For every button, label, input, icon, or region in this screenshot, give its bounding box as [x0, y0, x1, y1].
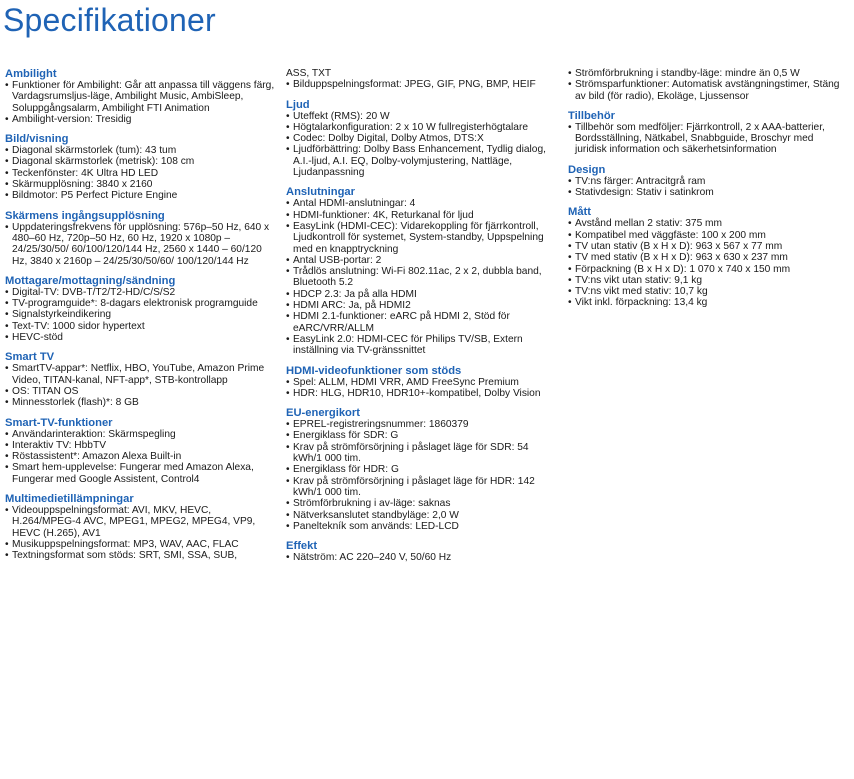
section-continued: [568, 68, 844, 102]
spec-list: [5, 287, 277, 343]
section-title: Effekt: [286, 540, 318, 553]
spec-list: [568, 218, 844, 308]
spec-item: • Krav på strömförsörjning i påslaget läge för SDR: 54 kWh/1 000 tim.: [286, 442, 558, 465]
spec-item: • Förpackning (B x H x D): 1 070 x 740 x 150 mm: [568, 264, 844, 275]
spec-item: • Skärmupplösning: 3840 x 2160: [5, 179, 277, 190]
spec-item: • Strömsparfunktioner: Automatisk avstängningstimer, Stäng av bild (för radio), Ekoläge, Ljussensor: [568, 79, 844, 102]
section-skarmens-ingangsupplosning: [5, 210, 277, 267]
section-ambilight: [5, 68, 277, 125]
section-title: EU-energikort: [286, 407, 360, 420]
section-anslutningar: [286, 186, 558, 356]
spec-item: • Textningsformat som stöds: SRT, SMI, SSA, SUB,: [5, 550, 277, 561]
spec-list: [286, 68, 558, 91]
section-title: Smart TV: [5, 351, 55, 364]
spec-item: • Interaktiv TV: HbbTV: [5, 440, 277, 451]
spec-item: • Diagonal skärmstorlek (metrisk): 108 cm: [5, 156, 277, 167]
spec-list: [286, 111, 558, 179]
spec-item: • TV:ns färger: Antracitgrå ram: [568, 176, 844, 187]
spec-item: • Uppdateringsfrekvens för upplösning: 576p–50 Hz, 640 x 480–60 Hz, 720p–50 Hz, 60 Hz, 1920 x 1080p – 24/25/30/50/ 60/100/120/144 Hz, 2560 x 1440 – 60/120 Hz, 3840 x 2160p – 24/25/30/50/60/ 100/120/144 Hz: [5, 222, 277, 267]
spec-item: • Antal HDMI-anslutningar: 4: [286, 198, 558, 209]
spec-item: • Nätström: AC 220–240 V, 50/60 Hz: [286, 552, 558, 563]
spec-item: • HDMI ARC: Ja, på HDMI2: [286, 300, 558, 311]
section-tillbehor: [568, 110, 844, 156]
spec-list: [568, 176, 844, 199]
section-bild-visning: [5, 133, 277, 201]
spec-list: [5, 429, 277, 485]
spec-item: • OS: TITAN OS: [5, 386, 277, 397]
spec-item: • Videouppspelningsformat: AVI, MKV, HEVC, H.264/MPEG-4 AVC, MPEG1, MPEG2, MPEG4, VP9, HEVC (H.265), AV1: [5, 505, 277, 539]
spec-item: • Bilduppspelningsformat: JPEG, GIF, PNG, BMP, HEIF: [286, 79, 558, 90]
section-title: Anslutningar: [286, 186, 355, 199]
spec-item: • Paneltekník som används: LED-LCD: [286, 521, 558, 532]
spec-item: • EasyLink 2.0: HDMI-CEC för Philips TV/SB, Extern inställning via TV-gränssnittet: [286, 334, 558, 357]
spec-item: • Krav på strömförsörjning i påslaget läge för HDR: 142 kWh/1 000 tim.: [286, 476, 558, 499]
spec-item: • Ambilight-version: Tresidig: [5, 114, 277, 125]
spec-item: • HDMI 2.1-funktioner: eARC på HDMI 2, Stöd för eARC/VRR/ALLM: [286, 311, 558, 334]
spec-item: • Vikt inkl. förpackning: 13,4 kg: [568, 297, 844, 308]
spec-list: [568, 68, 844, 102]
section-title: Multimedietillämpningar: [5, 493, 134, 506]
spec-item: • Strömförbrukning i av-läge: saknas: [286, 498, 558, 509]
spec-list: [286, 377, 558, 400]
spec-item: • EasyLink (HDMI-CEC): Vidarekoppling för fjärrkontroll, Ljudkontroll för systemet, System-standby, Uppspelning med en knapptryckning: [286, 221, 558, 255]
spec-list: [5, 505, 277, 561]
section-title: Tillbehör: [568, 109, 616, 122]
spec-item: • Avstånd mellan 2 stativ: 375 mm: [568, 218, 844, 229]
spec-item: • Stativdesign: Stativ i satinkrom: [568, 187, 844, 198]
spec-item: • EPREL-registreringsnummer: 1860379: [286, 419, 558, 430]
section-title: Skärmens ingångsupplösning: [5, 209, 165, 222]
spec-list: [5, 80, 277, 125]
spec-item: • TV:ns vikt med stativ: 10,7 kg: [568, 286, 844, 297]
section-ljud: [286, 99, 558, 179]
spec-item: • Röstassistent*: Amazon Alexa Built-in: [5, 451, 277, 462]
spec-item: • Uteffekt (RMS): 20 W: [286, 111, 558, 122]
spec-item: • Nätverksanslutet standbyläge: 2,0 W: [286, 510, 558, 521]
spec-item: • Diagonal skärmstorlek (tum): 43 tum: [5, 145, 277, 156]
spec-item: • HDMI-funktioner: 4K, Returkanal för ljud: [286, 210, 558, 221]
spec-item: • Antal USB-portar: 2: [286, 255, 558, 266]
section-title: Ambilight: [5, 68, 57, 80]
spec-item: • Högtalarkonfiguration: 2 x 10 W fullregisterhögtalare: [286, 122, 558, 133]
spec-item: • Användarinteraktion: Skärmspegling: [5, 429, 277, 440]
spec-item: • TV utan stativ (B x H x D): 963 x 567 x 77 mm: [568, 241, 844, 252]
spec-item: • Signalstyrkeindikering: [5, 309, 277, 320]
spec-list: [5, 363, 277, 408]
spec-item: • Teckenfönster: 4K Ultra HD LED: [5, 168, 277, 179]
spec-item: • Text-TV: 1000 sidor hypertext: [5, 321, 277, 332]
spec-item-continued: ASS, TXT: [286, 68, 332, 79]
section-title: Ljud: [286, 98, 310, 111]
spec-item: • Smart hem-upplevelse: Fungerar med Amazon Alexa, Fungerar med Google Assistent, Control4: [5, 462, 277, 485]
section-design: [568, 164, 844, 199]
spec-item: • Spel: ALLM, HDMI VRR, AMD FreeSync Premium: [286, 377, 558, 388]
spec-list: [286, 198, 558, 356]
spec-item: • TV:ns vikt utan stativ: 9,1 kg: [568, 275, 844, 286]
spec-list: [568, 122, 844, 156]
section-title: Design: [568, 163, 606, 176]
spec-item: • HDR: HLG, HDR10, HDR10+-kompatibel, Dolby Vision: [286, 388, 558, 399]
spec-item: • TV med stativ (B x H x D): 963 x 630 x 237 mm: [568, 252, 844, 263]
spec-column-3: [568, 68, 844, 317]
section-title: Mottagare/mottagning/sändning: [5, 274, 176, 287]
section-hdmi-videofunktioner-som-stods: [286, 365, 558, 400]
spec-item: • Trådlös anslutning: Wi-Fi 802.11ac, 2 x 2, dubbla band, Bluetooth 5.2: [286, 266, 558, 289]
spec-item: • HDCP 2.3: Ja på alla HDMI: [286, 289, 558, 300]
spec-list: [5, 222, 277, 267]
spec-item: • Digital-TV: DVB-T/T2/T2-HD/C/S/S2: [5, 287, 277, 298]
section-effekt: [286, 540, 558, 563]
section-continued: [286, 68, 558, 91]
spec-item: • Energiklass för SDR: G: [286, 430, 558, 441]
section-multimedietillampningar: [5, 493, 277, 561]
section-title: Smart-TV-funktioner: [5, 416, 113, 429]
spec-item: • Kompatibel med väggfäste: 100 x 200 mm: [568, 230, 844, 241]
section-smart-tv: [5, 351, 277, 408]
spec-item: • Energiklass för HDR: G: [286, 464, 558, 475]
spec-item: • Tillbehör som medföljer: Fjärrkontroll, 2 x AAA-batterier, Bordsställning, Nätkabel, Snabbguide, Broschyr med juridisk information och säkerhetsinformation: [568, 122, 844, 156]
spec-item: • TV-programguide*: 8-dagars elektronisk programguide: [5, 298, 277, 309]
section-smart-tv-funktioner: [5, 417, 277, 485]
spec-item: • SmartTV-appar*: Netflix, HBO, YouTube, Amazon Prime Video, TITAN-kanal, NFT-app*, STB-kontrollapp: [5, 363, 277, 386]
section-matt: [568, 206, 844, 308]
section-title: Bild/visning: [5, 133, 69, 146]
spec-column-2: [286, 68, 558, 571]
spec-list: [286, 552, 558, 563]
spec-item: • HEVC-stöd: [5, 332, 277, 343]
section-title: Mått: [568, 206, 591, 219]
page-title: Specifikationer: [3, 2, 216, 38]
section-eu-energikort: [286, 407, 558, 532]
spec-item: • Ljudförbättring: Dolby Bass Enhancement, Tydlig dialog, A.I.-ljud, A.I. EQ, Dolby-volymjustering, Nattläge, Ljudanpassning: [286, 144, 558, 178]
spec-item: • Codec: Dolby Digital, Dolby Atmos, DTS:X: [286, 133, 558, 144]
spec-list: [286, 419, 558, 532]
section-mottagare-mottagning-sandning: [5, 275, 277, 343]
section-title: HDMI-videofunktioner som stöds: [286, 364, 462, 377]
spec-item: • Funktioner för Ambilight: Går att anpassa till väggens färg, Vardagsrumsljus-läge, Ambilight Music, AmbiSleep, Soluppgångsalarm, Ambilight FTI Animation: [5, 80, 277, 114]
spec-item: • Strömförbrukning i standby-läge: mindre än 0,5 W: [568, 68, 844, 79]
spec-item: • Bildmotor: P5 Perfect Picture Engine: [5, 190, 277, 201]
spec-item: • Musikuppspelningsformat: MP3, WAV, AAC, FLAC: [5, 539, 277, 550]
spec-item: • Minnesstorlek (flash)*: 8 GB: [5, 397, 277, 408]
spec-column-1: [5, 68, 277, 570]
spec-list: [5, 145, 277, 201]
